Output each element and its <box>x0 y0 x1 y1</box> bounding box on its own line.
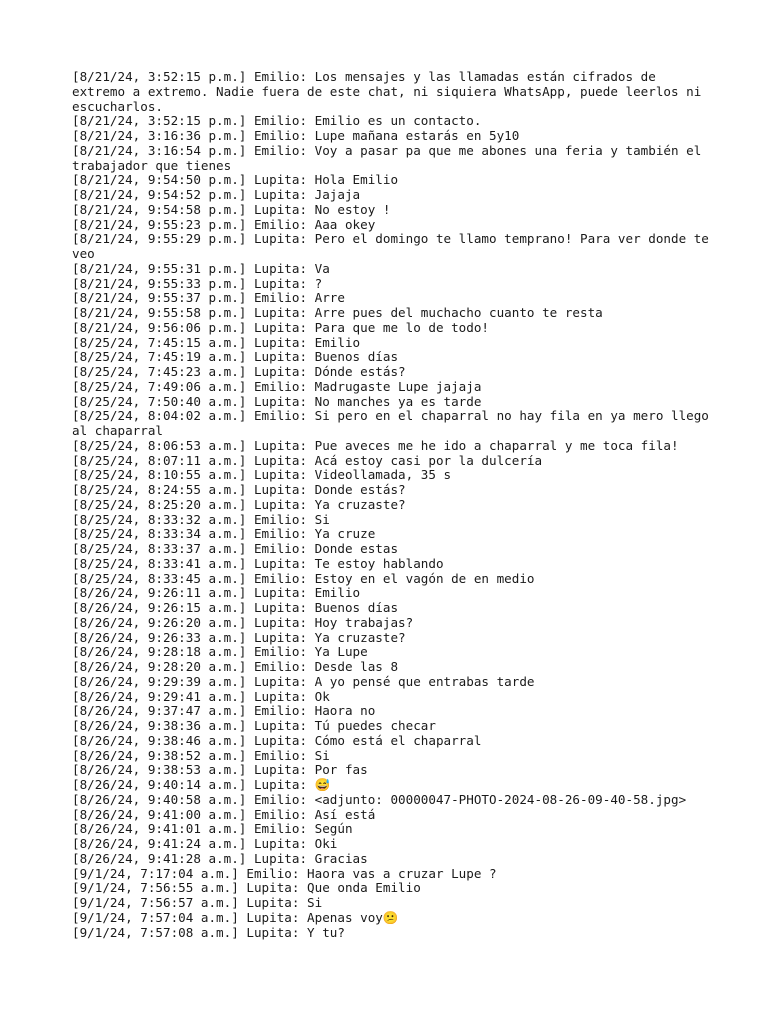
chat-message-line: [8/26/24, 9:26:33 a.m.] Lupita: Ya cruzaste? <box>72 629 406 645</box>
chat-message-line: [8/26/24, 9:40:58 a.m.] Emilio: <adjunto: 00000047-PHOTO-2024-08-26-09-40-58.jpg> <box>72 791 687 807</box>
chat-message-line: [8/25/24, 8:33:37 a.m.] Emilio: Donde estas <box>72 541 399 556</box>
chat-message-line: [8/26/24, 9:41:24 a.m.] Lupita: Oki <box>72 836 338 851</box>
chat-message-line: [8/25/24, 7:49:06 a.m.] Emilio: Madrugaste Lupe jajaja <box>72 378 482 394</box>
chat-message-line: [8/21/24, 9:54:50 p.m.] Lupita: Hola Emilio <box>72 172 399 188</box>
chat-message-line: [8/21/24, 9:55:29 p.m.] Lupita: Pero el domingo te llamo temprano! Para ver donde te veo <box>72 231 717 261</box>
chat-message-line: [8/21/24, 3:52:15 p.m.] Emilio: Los mensajes y las llamadas están cifrados de extremo a extremo. Nadie fuera de este chat, ni siquiera WhatsApp, puede leerlos ni escucharlos. <box>72 69 709 114</box>
chat-message-line: [8/26/24, 9:41:28 a.m.] Lupita: Gracias <box>72 850 368 866</box>
chat-transcript <box>72 69 717 940</box>
chat-message-line: [8/25/24, 7:50:40 a.m.] Lupita: No manches ya es tarde <box>72 393 482 409</box>
chat-message-line: [9/1/24, 7:57:08 a.m.] Lupita: Y tu? <box>72 924 345 940</box>
chat-message-line: [8/26/24, 9:38:36 a.m.] Lupita: Tú puedes checar <box>72 718 436 733</box>
chat-message-line: [8/26/24, 9:26:15 a.m.] Lupita: Buenos días <box>72 600 399 615</box>
chat-message-line: [8/21/24, 3:52:15 p.m.] Emilio: Emilio es un contacto. <box>72 113 482 129</box>
chat-message-line: [8/26/24, 9:37:47 a.m.] Emilio: Haora no <box>72 703 376 719</box>
chat-message-line: [8/26/24, 9:29:39 a.m.] Lupita: A yo pensé que entrabas tarde <box>72 673 535 689</box>
chat-message-line: [8/25/24, 7:45:15 a.m.] Lupita: Emilio <box>72 334 361 350</box>
chat-message-line: [8/26/24, 9:40:14 a.m.] Lupita: 😅 <box>72 777 331 792</box>
chat-message-line: [8/25/24, 8:06:53 a.m.] Lupita: Pue aveces me he ido a chaparral y me toca fila! <box>72 437 679 453</box>
chat-message-line: [9/1/24, 7:57:04 a.m.] Lupita: Apenas voy😕 <box>72 909 399 925</box>
chat-message-line: [8/25/24, 8:33:34 a.m.] Emilio: Ya cruze <box>72 526 376 542</box>
chat-message-line: [8/26/24, 9:28:18 a.m.] Emilio: Ya Lupe <box>72 644 368 660</box>
chat-message-line: [8/25/24, 8:25:20 a.m.] Lupita: Ya cruzaste? <box>72 496 406 512</box>
chat-message-line: [8/26/24, 9:41:01 a.m.] Emilio: Según <box>72 821 353 837</box>
chat-message-line: [8/26/24, 9:28:20 a.m.] Emilio: Desde las 8 <box>72 659 399 674</box>
chat-message-line: [8/26/24, 9:38:52 a.m.] Emilio: Si <box>72 747 330 763</box>
chat-message-line: [8/25/24, 7:45:23 a.m.] Lupita: Dónde estás? <box>72 364 406 379</box>
chat-message-line: [8/21/24, 3:16:54 p.m.] Emilio: Voy a pasar pa que me abones una feria y también el trabajador que tienes <box>72 142 709 173</box>
chat-message-line: [8/25/24, 7:45:19 a.m.] Lupita: Buenos días <box>72 349 399 365</box>
chat-message-line: [8/26/24, 9:38:53 a.m.] Lupita: Por fas <box>72 762 368 778</box>
chat-message-line: [8/25/24, 8:33:45 a.m.] Emilio: Estoy en el vagón de en medio <box>72 570 535 586</box>
chat-message-line: [8/26/24, 9:38:46 a.m.] Lupita: Cómo está el chaparral <box>72 732 482 748</box>
chat-message-line: [8/21/24, 3:16:36 p.m.] Emilio: Lupe mañana estarás en 5y10 <box>72 128 520 143</box>
chat-message-line: [9/1/24, 7:56:57 a.m.] Lupita: Si <box>72 895 323 910</box>
chat-message-line: [8/21/24, 9:55:31 p.m.] Lupita: Va <box>72 260 330 276</box>
chat-message-line: [8/25/24, 8:33:32 a.m.] Emilio: Si <box>72 511 330 527</box>
chat-message-line: [8/25/24, 8:07:11 a.m.] Lupita: Acá estoy casi por la dulcería <box>72 452 543 468</box>
chat-message-line: [8/25/24, 8:10:55 a.m.] Lupita: Videollamada, 35 s <box>72 467 452 483</box>
chat-message-line: [8/21/24, 9:55:23 p.m.] Emilio: Aaa okey <box>72 216 376 232</box>
chat-message-line: [8/25/24, 8:04:02 a.m.] Emilio: Si pero en el chaparral no hay fila en ya mero llego al chaparral <box>72 408 717 438</box>
chat-message-line: [8/26/24, 9:29:41 a.m.] Lupita: Ok <box>72 688 330 704</box>
chat-message-line: [8/21/24, 9:55:33 p.m.] Lupita: ? <box>72 275 323 291</box>
chat-message-line: [9/1/24, 7:56:55 a.m.] Lupita: Que onda Emilio <box>72 880 421 896</box>
chat-message-line: [8/21/24, 9:55:37 p.m.] Emilio: Arre <box>72 290 345 306</box>
chat-message-line: [8/21/24, 9:54:52 p.m.] Lupita: Jajaja <box>72 187 361 202</box>
chat-message-line: [8/25/24, 8:33:41 a.m.] Lupita: Te estoy hablando <box>72 555 444 571</box>
chat-message-line: [8/21/24, 9:55:58 p.m.] Lupita: Arre pues del muchacho cuanto te resta <box>72 305 603 320</box>
chat-message-line: [8/21/24, 9:56:06 p.m.] Lupita: Para que me lo de todo! <box>72 319 490 335</box>
chat-message-line: [8/21/24, 9:54:58 p.m.] Lupita: No estoy ! <box>72 201 391 217</box>
chat-message-line: [8/26/24, 9:26:20 a.m.] Lupita: Hoy trabajas? <box>72 614 414 630</box>
chat-message-line: [8/26/24, 9:26:11 a.m.] Lupita: Emilio <box>72 585 361 601</box>
chat-message-line: [8/25/24, 8:24:55 a.m.] Lupita: Donde estás? <box>72 482 406 497</box>
chat-message-line: [8/26/24, 9:41:00 a.m.] Emilio: Así está <box>72 806 376 822</box>
chat-message-line: [9/1/24, 7:17:04 a.m.] Emilio: Haora vas a cruzar Lupe ? <box>72 865 497 881</box>
